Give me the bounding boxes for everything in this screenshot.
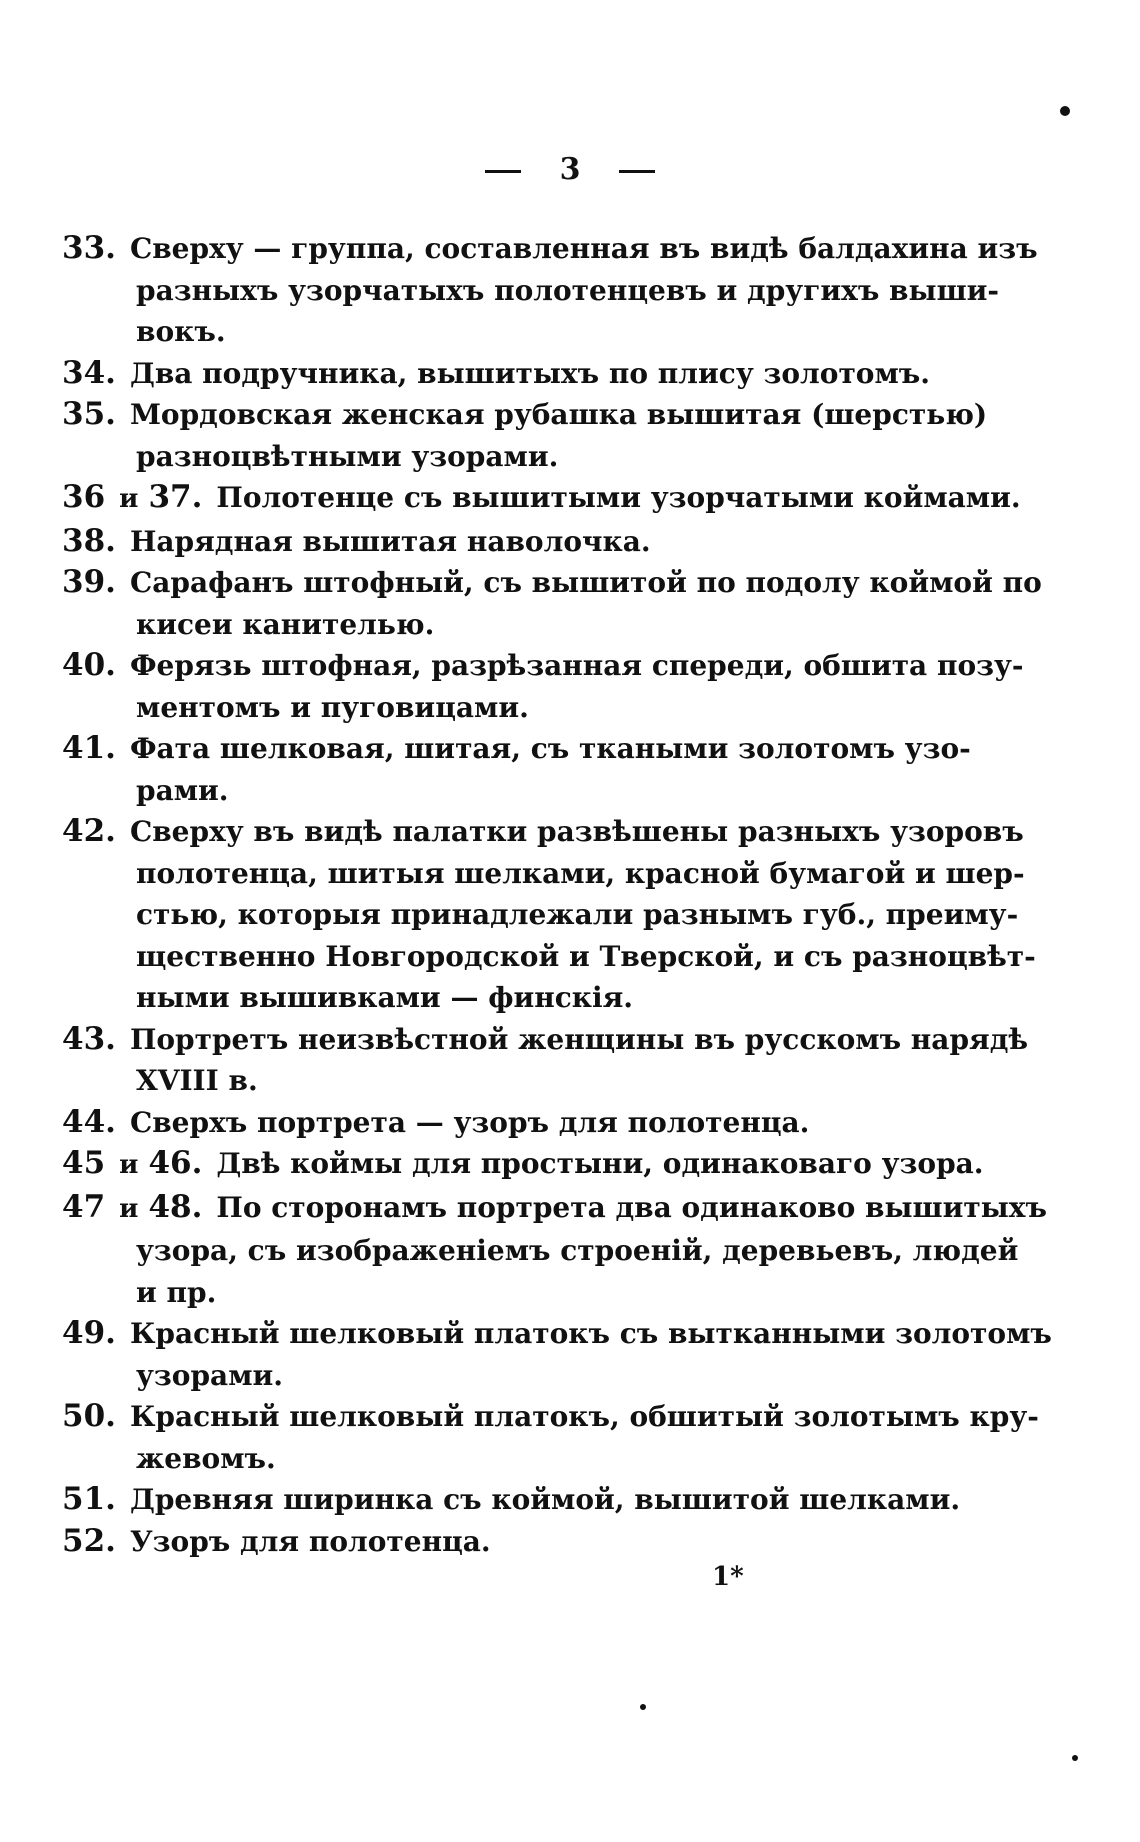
entry-text: разныхъ узорчатыхъ полотенцевъ и другихъ выши- — [136, 273, 1000, 307]
entry-first-line — [62, 728, 971, 770]
catalog-entry — [62, 1396, 1039, 1479]
catalog-entry — [62, 477, 1021, 521]
entry-number: 47 — [62, 1188, 106, 1225]
entry-first-line — [62, 1521, 862, 1563]
entry-number: 38. — [62, 522, 116, 559]
entry-number: 40. — [62, 647, 116, 683]
entry-number: 49. — [62, 1315, 116, 1351]
entry-text: Портретъ неизвѣстной женщины въ русскомъ нарядѣ — [129, 1022, 1029, 1056]
entry-first-line — [62, 228, 1038, 270]
catalog-entry — [62, 228, 1038, 353]
entry-number-conjunction: и — [119, 1193, 139, 1224]
entry-continuation-line — [62, 311, 862, 353]
entry-text: и пр. — [136, 1275, 217, 1309]
entry-number: 33. — [62, 230, 116, 266]
scan-speck — [640, 1704, 646, 1710]
entry-number: 35. — [62, 396, 116, 432]
catalog-entry — [62, 1479, 961, 1521]
entry-number: 51. — [62, 1481, 116, 1517]
entry-text: Фата шелковая, шитая, съ ткаными золотомъ узо- — [129, 732, 971, 765]
entry-number: 45 — [62, 1145, 106, 1181]
entry-number-second: 46. — [148, 1145, 203, 1181]
entry-text: ментомъ и пуговицами. — [136, 690, 529, 724]
entry-continuation-line — [62, 687, 862, 729]
entry-continuation-line — [62, 770, 862, 812]
entry-text: Нарядная вышитая наволочка. — [129, 524, 651, 558]
entry-number-conjunction: и — [119, 484, 139, 514]
entry-text: рами. — [136, 773, 229, 807]
entry-continuation-line — [62, 1355, 862, 1397]
page-header — [0, 150, 1140, 190]
entry-first-line — [62, 477, 1021, 521]
entry-number-second: 48. — [148, 1188, 203, 1225]
catalog-entry — [62, 394, 988, 477]
entry-first-line — [62, 811, 1024, 853]
entry-first-line — [62, 521, 862, 563]
entry-first-line — [62, 1102, 862, 1144]
entry-number: 43. — [62, 1020, 116, 1057]
catalog-entry — [62, 811, 1036, 1019]
catalog-entries — [62, 228, 1052, 1562]
entry-text: Сверху — группа, составленная въ видѣ балдахина изъ — [129, 232, 1038, 265]
entry-first-line — [62, 353, 931, 395]
entry-text: узорами. — [136, 1358, 284, 1392]
entry-continuation-line — [62, 853, 1025, 895]
entry-number: 50. — [62, 1398, 116, 1434]
entry-text: Сверху въ видѣ палатки развѣшены разныхъ узоровъ — [129, 815, 1024, 848]
entry-first-line — [62, 1143, 984, 1187]
entry-text: вокъ. — [136, 315, 226, 348]
catalog-entry — [62, 1187, 1047, 1314]
entry-first-line — [62, 645, 1024, 687]
entry-continuation-line — [62, 977, 862, 1019]
entry-number: 36 — [62, 479, 106, 515]
entry-text: Древняя ширинка съ коймой, вышитой шелками. — [129, 1483, 961, 1516]
entry-number: 34. — [62, 354, 116, 391]
entry-text: Полотенце съ вышитыми узорчатыми коймами. — [216, 481, 1021, 514]
entry-first-line — [62, 1187, 1047, 1231]
entry-continuation-line — [62, 1272, 862, 1314]
entry-continuation-line — [62, 1438, 862, 1480]
entry-first-line — [62, 1313, 1052, 1355]
printer-signature-mark: 1* — [712, 1562, 744, 1592]
entry-number: 41. — [62, 730, 116, 766]
entry-first-line — [62, 1019, 1029, 1061]
entry-first-line — [62, 394, 988, 436]
entry-text: Красный шелковый платокъ, обшитый золотымъ кру- — [129, 1400, 1039, 1433]
catalog-entry — [62, 1019, 1029, 1102]
entry-number-conjunction: и — [119, 1150, 139, 1180]
entry-text: ными вышивками — финскія. — [136, 981, 634, 1014]
entry-text: Красный шелковый платокъ съ вытканными золотомъ — [129, 1317, 1052, 1350]
catalog-entry — [62, 562, 1042, 645]
catalog-entry — [62, 728, 971, 811]
entry-number: 52. — [62, 1522, 116, 1559]
entry-text: щественно Новгородской и Тверской, и съ разноцвѣт- — [136, 939, 1036, 973]
entry-text: Мордовская женская рубашка вышитая (шерстью) — [129, 398, 988, 431]
entry-continuation-line — [62, 936, 1036, 978]
entry-text: разноцвѣтными узорами. — [136, 439, 559, 473]
entry-text: Сарафанъ штофный, съ вышитой по подолу коймой по — [129, 566, 1042, 599]
catalog-entry — [62, 1521, 862, 1563]
entry-continuation-line — [62, 1230, 1019, 1272]
entry-text: XVIII в. — [136, 1064, 258, 1097]
catalog-entry — [62, 1102, 862, 1144]
entry-first-line — [62, 1479, 961, 1521]
header-dash-right — [619, 170, 655, 173]
entry-number: 39. — [62, 564, 116, 600]
entry-text: По сторонамъ портрета два одинаково вышитыхъ — [216, 1190, 1047, 1224]
entry-text: жевомъ. — [136, 1441, 276, 1475]
entry-text: стью, которыя принадлежали разнымъ губ., преиму- — [136, 898, 1019, 931]
scan-speck — [1060, 106, 1070, 116]
catalog-entry — [62, 645, 1024, 728]
entry-continuation-line — [62, 894, 1019, 936]
entry-continuation-line — [62, 270, 1000, 312]
page-number: 3 — [559, 152, 581, 187]
entry-text: Ферязь штофная, разрѣзанная спереди, обшита позу- — [129, 649, 1024, 682]
entry-text: Сверхъ портрета — узоръ для полотенца. — [129, 1105, 810, 1139]
catalog-entry — [62, 1143, 984, 1187]
entry-continuation-line — [62, 1060, 862, 1102]
catalog-entry — [62, 521, 862, 563]
scan-speck — [1072, 1755, 1078, 1761]
catalog-entry — [62, 1313, 1052, 1396]
entry-continuation-line — [62, 604, 862, 646]
entry-text: Узоръ для полотенца. — [129, 1524, 491, 1558]
entry-text: полотенца, шитыя шелками, красной бумагой и шер- — [136, 856, 1025, 890]
entry-number: 44. — [62, 1103, 116, 1140]
entry-first-line — [62, 1396, 1039, 1438]
entry-number-second: 37. — [148, 479, 203, 515]
entry-text: узора, съ изображеніемъ строеній, деревьевъ, людей — [136, 1234, 1019, 1267]
entry-first-line — [62, 562, 1042, 604]
catalog-entry — [62, 353, 931, 395]
entry-text: Два подручника, вышитыхъ по плису золотомъ. — [129, 356, 931, 390]
entry-number: 42. — [62, 813, 116, 849]
header-dash-left — [485, 170, 521, 173]
entry-text: Двѣ коймы для простыни, одинаковаго узора. — [216, 1147, 984, 1180]
entry-text: кисеи канителью. — [136, 607, 435, 641]
entry-continuation-line — [62, 436, 862, 478]
